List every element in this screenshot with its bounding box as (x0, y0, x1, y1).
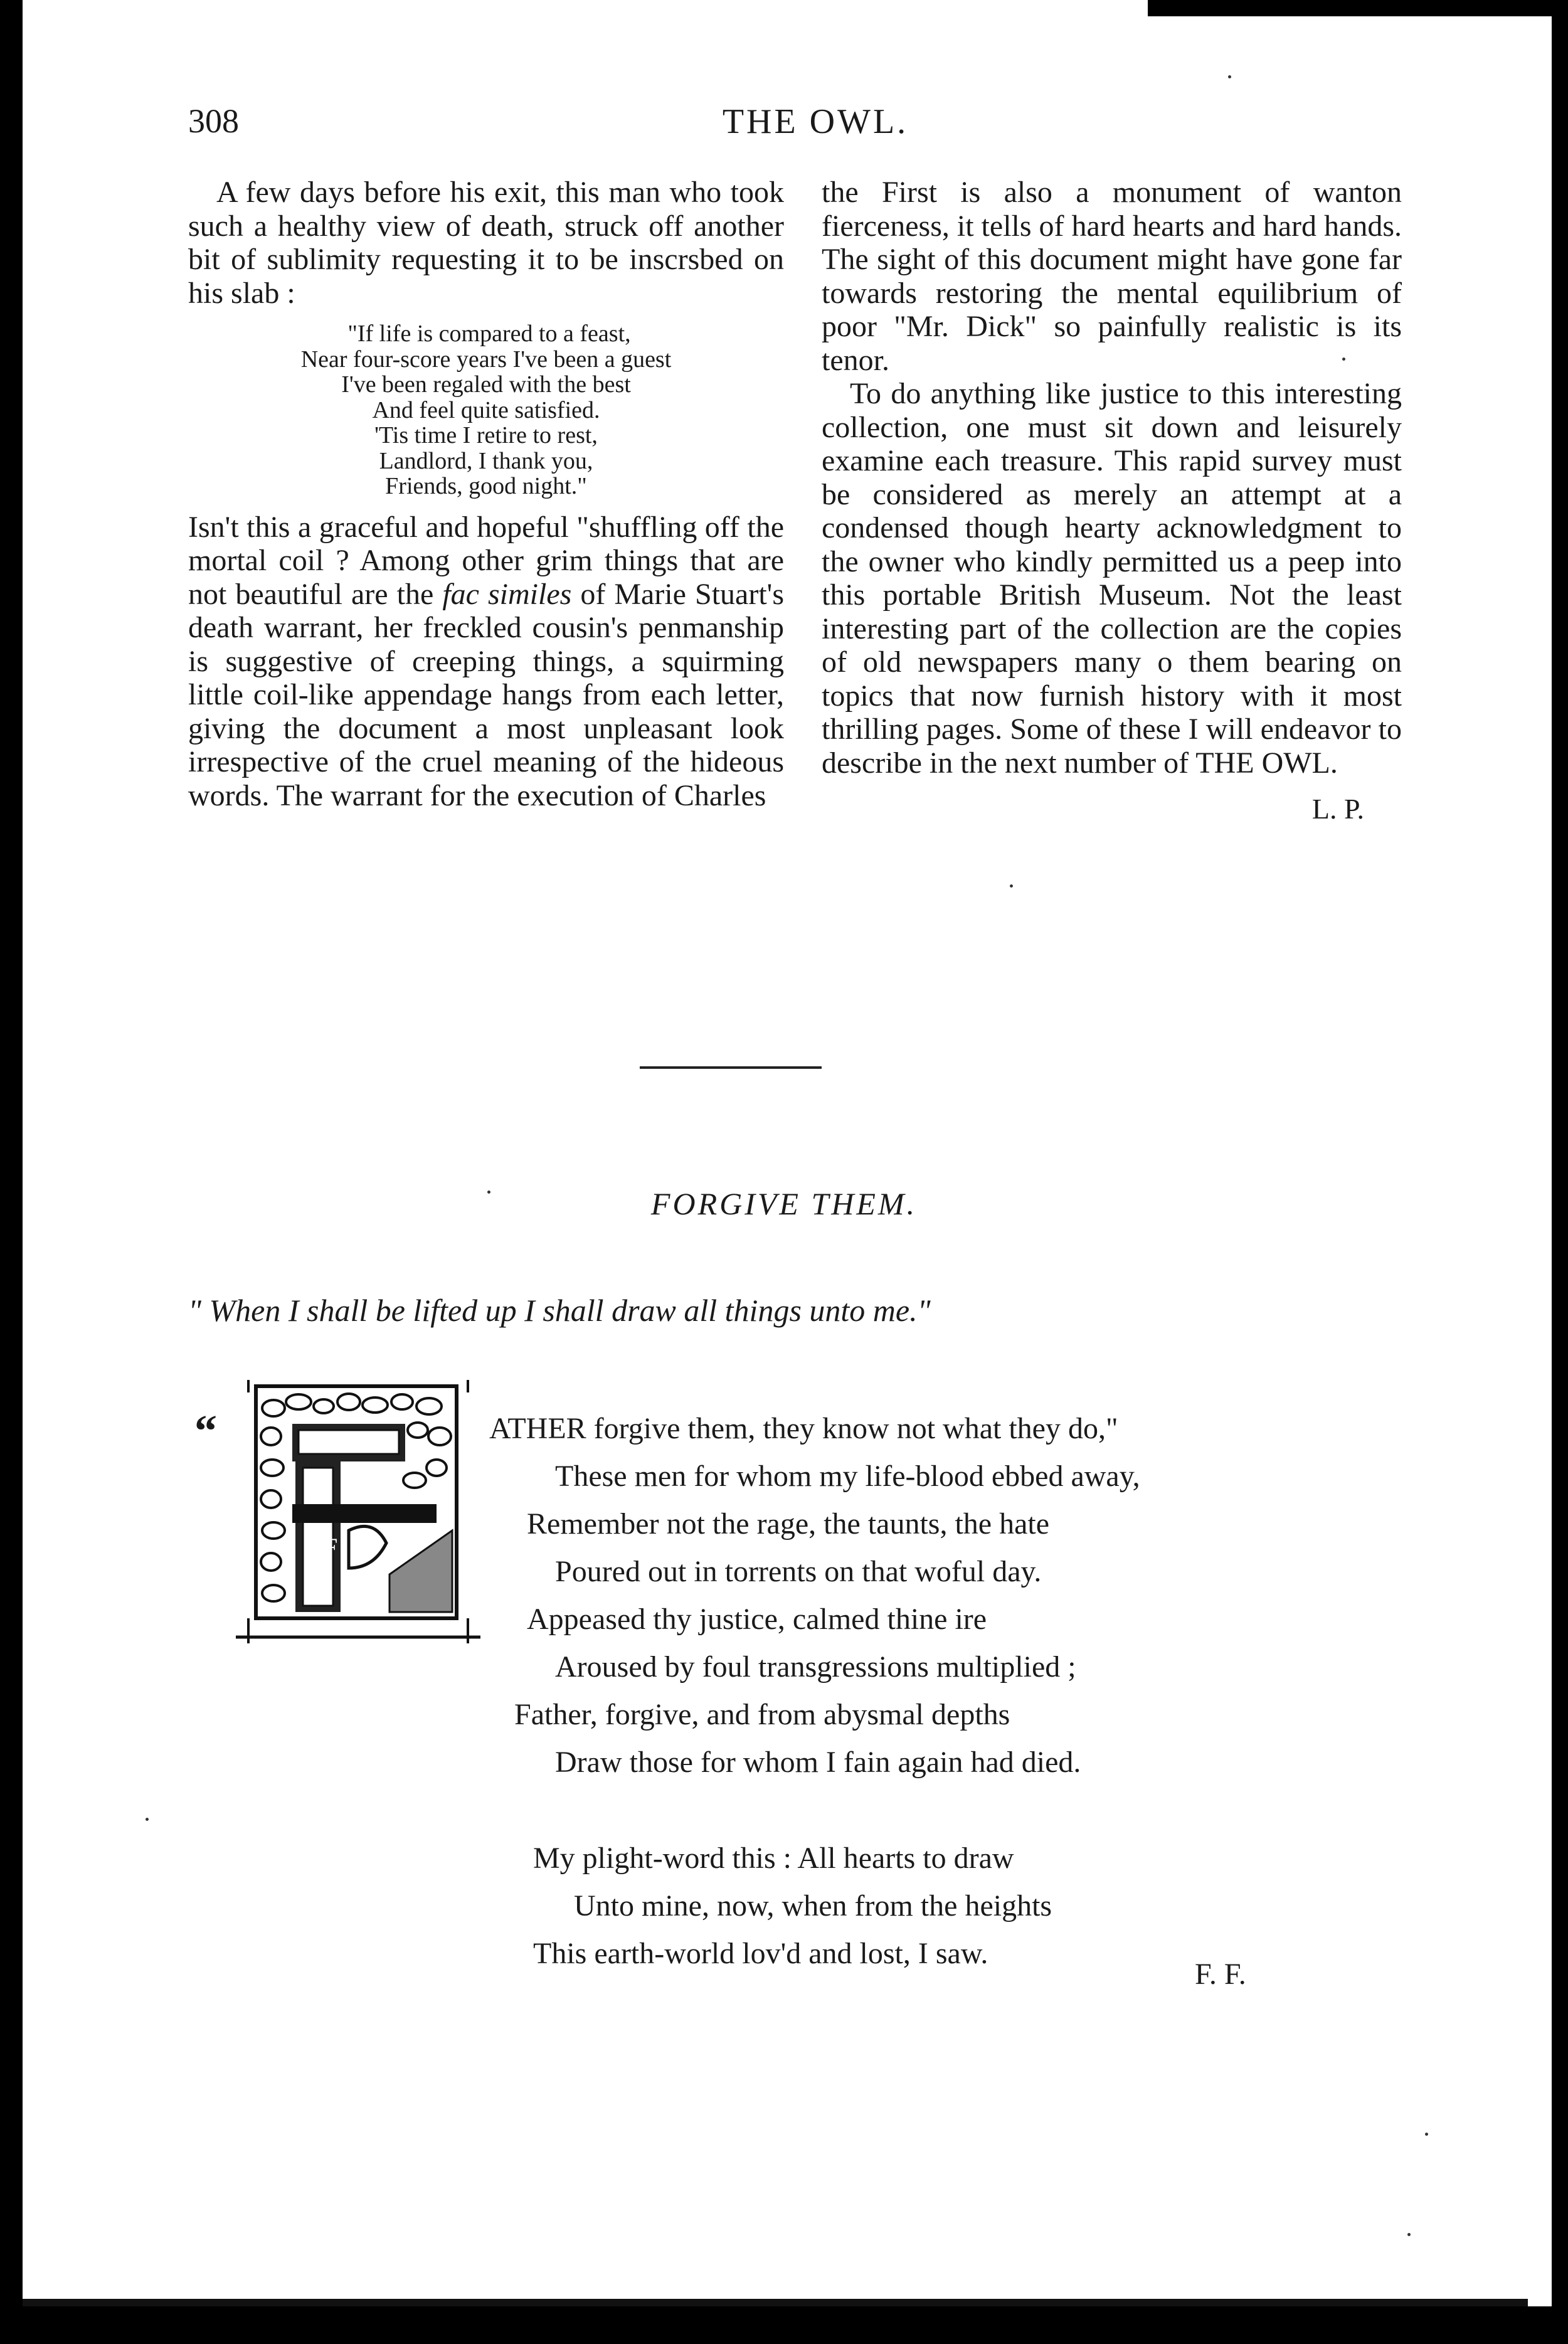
scan-border-left (0, 0, 23, 2344)
quote-line: Landlord, I thank you, (379, 447, 593, 474)
quote-line: Friends, good night." (385, 473, 587, 499)
poem-line: Draw those for whom I fain again had died. (555, 1746, 1081, 1779)
paragraph: A few days before his exit, this man who took such a healthy view of death, struck off another bit of sublimity requesting it to be inscrsbed on his slab : (188, 176, 784, 310)
text-run: Isn't this a graceful and hopeful "shuffling off the mortal coil ? Among other grim things that are not beautiful are the (188, 510, 784, 611)
running-head: THE OWL. (722, 102, 909, 141)
scan-speck (146, 1818, 149, 1821)
poem-line: Appeased thy justice, calmed thine ire (527, 1603, 987, 1636)
signature: L. P. (1311, 793, 1364, 825)
scan-speck (487, 1191, 490, 1194)
quote-line: 'Tis time I retire to rest, (374, 422, 598, 448)
poem-line: Unto mine, now, when from the heights (574, 1889, 1052, 1922)
scan-border-right (1552, 0, 1568, 2344)
scan-border-bottom-edge (23, 2299, 1528, 2306)
poem-line: This earth-world lov'd and lost, I saw. (533, 1937, 988, 1970)
poem-line: Poured out in torrents on that woful day. (555, 1555, 1042, 1588)
poem-title: FORGIVE THEM. (650, 1186, 918, 1221)
scan-speck (1425, 2133, 1428, 2136)
page-header (188, 102, 1443, 152)
open-quote-mark: “ (194, 1406, 217, 1456)
poem-line: Aroused by foul transgressions multiplied ; (555, 1650, 1076, 1684)
scan-border-bottom (0, 2306, 1568, 2344)
poem-line: ATHER forgive them, they know not what they do," (489, 1412, 1118, 1445)
poem-epigraph: " When I shall be lifted up I shall draw all things unto me." (188, 1293, 931, 1328)
paragraph: the First is also a monument of wanton fierceness, it tells of hard hearts and hard hands. The sight of this document might have gone far towards restoring the mental equilibrium of poor "Mr. Dick" so painfully realistic is its tenor. (822, 176, 1402, 377)
poem-line: Father, forgive, and from abysmal depths (514, 1698, 1010, 1731)
quote-line: I've been regaled with the best (341, 371, 631, 398)
italic-term: fac similes (442, 577, 572, 611)
poem-stanza-1 (489, 1405, 1140, 1786)
scan-speck (1010, 884, 1013, 888)
poem-line: My plight-word this : All hearts to draw (533, 1842, 1014, 1875)
page-number: 308 (188, 102, 239, 140)
paragraph: To do anything like justice to this interesting collection, one must sit down and leisurely examine each treasure. This rapid survey must be considered as merely an attempt at a condensed though hearty acknowledgment to the owner who kindly permitted us a peep into this portable British Museum. Not the least interesting part of the collection are the copies of old newspapers many o them bearing on topics that now furnish history with it most thrilling pages. Some of these I will endeavor to describe in the next number of THE OWL. (822, 377, 1402, 780)
paragraph (188, 511, 784, 813)
poem-signature: F. F. (1195, 1958, 1246, 1991)
scan-border-top (1148, 0, 1568, 16)
quote-line: "If life is compared to a feast, (347, 321, 631, 347)
poem-line: Remember not the rage, the taunts, the hate (527, 1507, 1050, 1541)
scan-speck (1228, 75, 1231, 78)
left-column (188, 176, 784, 812)
scan-speck (1342, 358, 1345, 361)
decorated-initial-f (230, 1367, 487, 1656)
section-rule (640, 1066, 822, 1069)
drop-cap-letter: F (324, 1533, 338, 1561)
quote-line: Near four-score years I've been a guest (300, 346, 672, 373)
quote-line: And feel quite satisfied. (372, 396, 600, 423)
epitaph-quote (188, 321, 784, 499)
poem-stanza-2 (533, 1835, 1052, 1978)
poem-line: These men for whom my life-blood ebbed away, (555, 1460, 1140, 1493)
text-run: of Marie Stuart's death warrant, her freckled cousin's penmanship is suggestive of creeping things, a squirming little coil-like appendage hangs from each letter, giving the document a most unpleasant look irrespective of the cruel meaning of the hideous words. The warrant for the execution of Charles (188, 577, 785, 812)
right-column (822, 176, 1402, 826)
scan-speck (1407, 2233, 1411, 2236)
